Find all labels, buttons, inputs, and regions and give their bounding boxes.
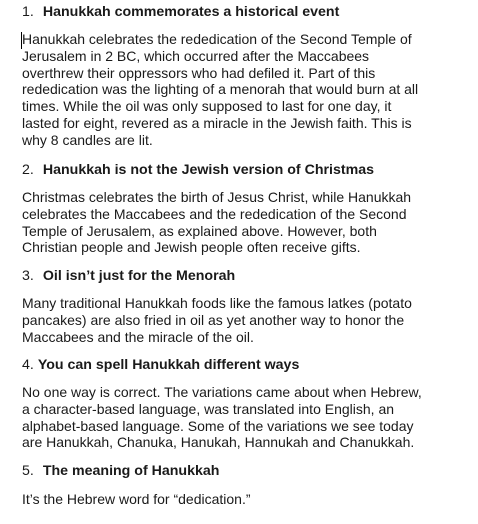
section-heading-2 xyxy=(22,162,374,179)
section-heading-3 xyxy=(22,268,235,285)
paragraph-line: a character-based language, was translated into English, an xyxy=(22,400,395,417)
section-title: Hanukkah is not the Jewish version of Christmas xyxy=(42,162,374,178)
paragraph-line: It’s the Hebrew word for “dedication.” xyxy=(22,491,251,507)
paragraph-line: Christmas celebrates the birth of Jesus Christ, while Hanukkah xyxy=(22,189,412,205)
section-number: 2. xyxy=(22,162,34,178)
section-paragraph-4 xyxy=(22,384,474,451)
section-number: 5. xyxy=(22,463,34,479)
section-paragraph-3 xyxy=(22,295,474,345)
section-paragraph-1 xyxy=(22,31,474,149)
paragraph-line: Temple of Jerusalem, as explained above. However, both xyxy=(22,222,377,239)
section-paragraph-5 xyxy=(22,491,474,508)
section-heading-1 xyxy=(22,4,339,21)
paragraph-line: Maccabees and the miracle of the oil. xyxy=(22,328,254,345)
paragraph-line: Christian people and Jewish people often receive gifts. xyxy=(22,239,361,256)
section-title: The meaning of Hanukkah xyxy=(42,463,220,479)
section-paragraph-2 xyxy=(22,189,474,256)
section-number: 1. xyxy=(22,4,34,20)
paragraph-line: alphabet-based language. Some of the variations we see today xyxy=(22,417,414,434)
paragraph-line: rededication was the lighting of a menorah that would burn at all xyxy=(22,81,419,98)
section-title: Oil isn’t just for the Menorah xyxy=(42,268,236,284)
section-title: You can spell Hanukkah different ways xyxy=(37,357,300,373)
paragraph-line: why 8 candles are lit. xyxy=(22,131,153,148)
paragraph-line: No one way is correct. The variations came about when Hebrew, xyxy=(22,384,422,400)
paragraph-line: celebrates the Maccabees and the rededication of the Second xyxy=(22,205,407,222)
paragraph-line: pancakes) are also fried in oil as yet another way to honor the xyxy=(22,311,405,328)
paragraph-line: Jerusalem in 2 BC, which occurred after the Maccabees xyxy=(22,47,370,64)
paragraph-line: Hanukkah celebrates the rededication of the Second Temple of xyxy=(22,31,412,47)
section-heading-5 xyxy=(22,463,219,480)
section-title: Hanukkah commemorates a historical event xyxy=(42,4,340,20)
paragraph-line: overthrew their oppressors who had defiled it. Part of this xyxy=(22,64,376,81)
paragraph-line: Many traditional Hanukkah foods like the famous latkes (potato xyxy=(22,295,412,311)
paragraph-line: lasted for eight, revered as a miracle in the Jewish faith. This is xyxy=(22,114,412,131)
section-number: 4. xyxy=(22,357,34,373)
section-heading-4 xyxy=(22,357,299,374)
section-number: 3. xyxy=(22,268,34,284)
paragraph-line: are Hanukkah, Chanuka, Hanukah, Hannukah and Chanukkah. xyxy=(22,434,415,451)
paragraph-line: times. While the oil was only supposed to last for one day, it xyxy=(22,98,392,115)
